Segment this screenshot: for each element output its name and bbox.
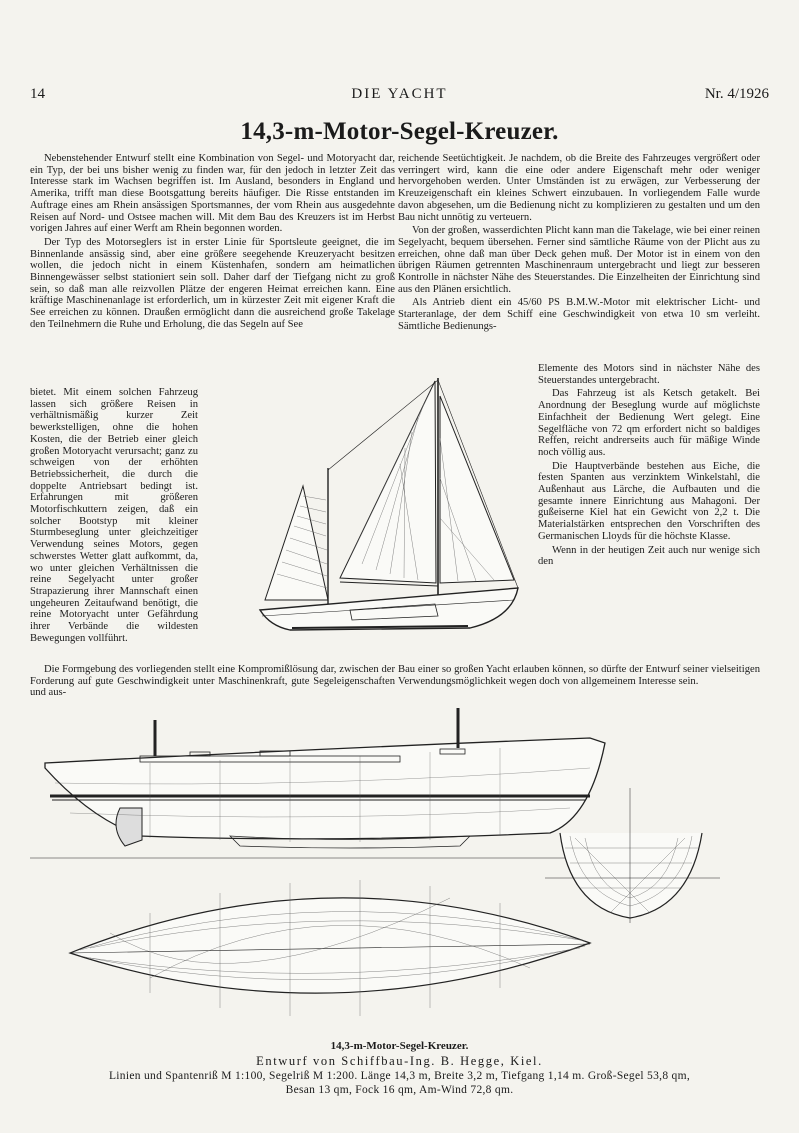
paragraph: Als Antrieb dient ein 45/60 PS B.M.W.-Motor mit elektrischer Licht- und Starteranlage, der dem Schiff eine Geschwindigkeit von etwa 10 sm verleiht. Sämtliche Bedienungs-	[398, 297, 760, 332]
issue-number: Nr. 4/1926	[704, 86, 769, 102]
column-left-mid	[30, 387, 198, 646]
paragraph: Nebenstehender Entwurf stellt eine Kombination von Segel- und Motoryacht dar, ein Typ, der bei uns bisher wenig zu finden war, für den jedoch in letzter Zeit das Interesse stark im Wachsen begriffen ist. Im Ausland, besonders in England und Amerika, trifft man diese Bootsgattung bereits häufiger. Die Risse entstanden im Auftrage eines am Rhein ansässigen Sportsmannes, der vom Rhein aus ausgedehnte Reisen auf Nord- und Ostsee machen will. Mit dem Bau des Kreuzers ist im Herbst vorigen Jahres auf einer Werft am Rhein begonnen worden.	[30, 153, 395, 235]
paragraph: bietet. Mit einem solchen Fahrzeug lassen sich größere Reisen in verhältnismäßig kurzer Zeit bewerkstelligen, ohne die hohen Kosten, die der Betrieb einer gleich großen Motoryacht verursacht; ganz zu schweigen von der erhöhten Betriebssicherheit, die durch die doppelte Antriebsart bedingt ist. Erfahrungen mit größeren Motorfischkuttern zeigen, daß ein solcher Bootstyp mit kleiner Sturmbeseglung unter gleichzeitiger Verwendung seines Motors, gegen schwerstes Wetter glatt aufkommt, da, wo unter gleichen Verhältnissen die reine Segelyacht unter großer Strapazierung ihrer Mannschaft einen ungeheuren Zeitaufwand benötigt, die reine Motoryacht unter Gefährdung ihrer Verbände die wildesten Bewegungen vollführt.	[30, 387, 198, 644]
paragraph: Bau einer so großen Yacht erlauben können, so dürfte der Entwurf seiner vielseitigen Verwendungsmöglichkeit wegen doch von allgemeinem Interesse sein.	[398, 664, 760, 687]
paragraph: Die Hauptverbände bestehen aus Eiche, die festen Spanten aus verzinktem Winkelstahl, die Außenhaut aus Lärche, die Aufbauten und die gesamte innere Einrichtung aus Mahagoni. Der gußeiserne Kiel hat ein Gewicht von 2,2 t. Die Materialstärken entsprechen den Vorschriften des Germanischen Lloyds für die höchste Klasse.	[538, 460, 760, 542]
article-title: 14,3-m-Motor-Segel-Kreuzer.	[240, 118, 559, 145]
paragraph: Die Formgebung des vorliegenden stellt eine Kompromißlösung dar, zwischen der Forderung auf gute Geschwindigkeit unter Maschinenkraft, gute Segeleigenschaften und aus-	[30, 664, 395, 699]
paragraph: Wenn in der heutigen Zeit auch nur wenige sich den	[538, 544, 760, 568]
paragraph: reichende Seetüchtigkeit. Je nachdem, ob die Breite des Fahrzeuges vergrößert oder verringert wird, kann die eine oder andere Eigenschaft mehr oder weniger hervorgehoben werden. Unter Umständen ist zu erwägen, zur Verbesserung der Kreuzeigenschaft ein kleines Schwert einzubauen. In vorliegendem Falle wurde davon abgesehen, um die Bedienung nicht zu komplizieren zu gestalten und um den Bau nicht unnötig zu verteuern.	[398, 153, 760, 223]
column-right-mid	[538, 363, 760, 570]
specs-line: Linien und Spantenriß M 1:100, Segelriß M 1:200. Länge 14,3 m, Breite 3,2 m, Tiefgang 1,14 m. Groß-Segel 53,8 qm,	[108, 1070, 691, 1082]
paragraph: Der Typ des Motorseglers ist in erster Linie für Sportsleute geeignet, die im Binnenlande ansässig sind, aber eine größere seegehende Kreuzeryacht besitzen wollen, die jedoch nicht in einem Küstenhafen, sondern am heimatlichen Binnengewässer selbst stationiert sein soll. Daher darf der Tiefgang nicht zu groß sein, so daß man alle reizvollen Plätze der engeren Heimat erreichen kann. Eine kräftige Maschinenanlage ist erforderlich, um in kürzester Zeit mit eigener Kraft die See erreichen zu können. Draußen ermöglicht dann die ausreichend große Takelage den Teilnehmern die Ruhe und Erholung, die das Segeln auf See	[30, 236, 395, 330]
paragraph: Elemente des Motors sind in nächster Nähe des Steuerstandes untergebracht.	[538, 363, 760, 386]
column-left-bottom	[30, 664, 395, 701]
paragraph: Von der großen, wasserdichten Plicht kann man die Takelage, wie bei einer reinen Segelyacht, bequem übersehen. Ferner sind sämtliche Räume von der Plicht aus zu erreichen, ohne daß man über Deck gehen muß. Der Motor ist in einem von den übrigen Räumen getrennten Maschinenraum untergebracht und liegt zur besseren Kontrolle in nächster Nähe des Steuerstandes. Die Einzelheiten der Einrichtung sind aus den Plänen ersichtlich.	[398, 225, 760, 295]
figure-caption-specs	[30, 1069, 769, 1097]
sail-plan-drawing	[200, 378, 535, 663]
paragraph: Das Fahrzeug ist als Ketsch getakelt. Bei Anordnung der Beseglung wurde auf möglichste Einfachheit der Bedienung Wert gelegt. Eine Segelfläche von 72 qm erfordert nicht so baldiges Reffen, reicht andrerseits auch für mäßige Winde noch völlig aus.	[538, 388, 760, 458]
specs-line: Besan 13 qm, Fock 16 qm, Am-Wind 72,8 qm.	[285, 1084, 514, 1096]
page-number: 14	[30, 86, 45, 102]
column-right-top	[398, 153, 760, 335]
column-left-top	[30, 153, 395, 333]
page-header	[30, 86, 769, 106]
figure-caption-title: 14,3-m-Motor-Segel-Kreuzer.	[330, 1040, 469, 1052]
figure-caption-designer: Entwurf von Schiffbau-Ing. B. Hegge, Kiel.	[256, 1054, 543, 1068]
lines-plan-drawing	[30, 708, 770, 1033]
column-right-bottom	[398, 664, 760, 689]
magazine-name: DIE YACHT	[351, 86, 448, 102]
